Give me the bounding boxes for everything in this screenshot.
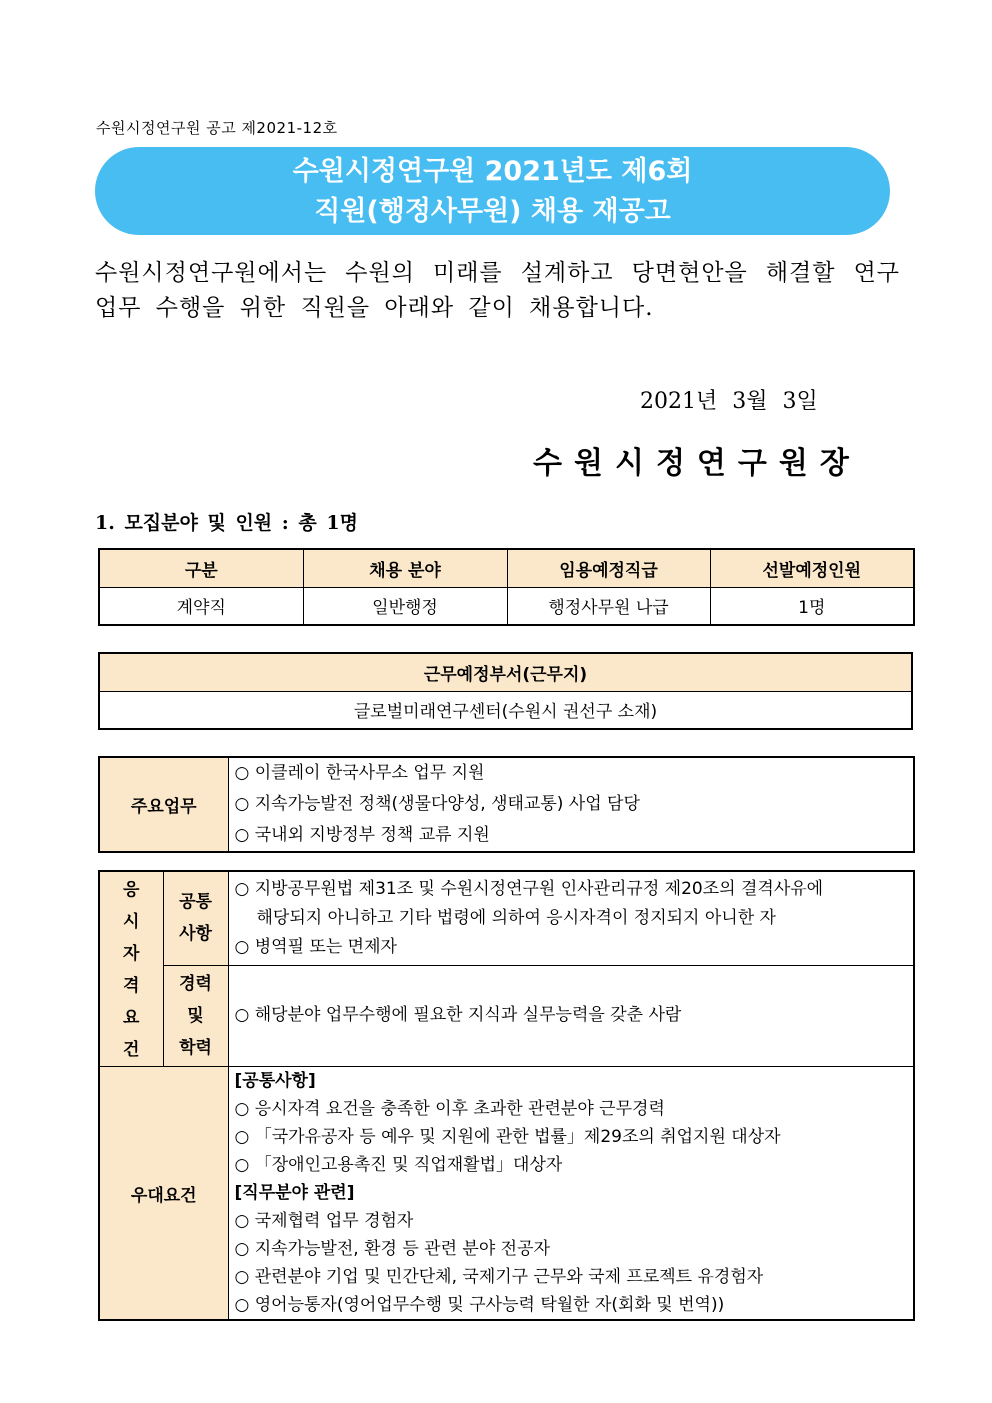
section1-title: 1. 모집분야 및 인원 : 총 1명	[95, 512, 358, 534]
banner-title-line1: 수원시정연구원 2021년도 제6회	[292, 156, 693, 187]
dept-value: 글로벌미래연구센터(수원시 권선구 소재)	[99, 691, 912, 729]
title-banner	[95, 147, 890, 235]
duty-item: ○ 이클레이 한국사무소 업무 지원	[234, 763, 485, 783]
recruit-cell-type: 계약직	[99, 587, 303, 625]
duty-item: ○ 지속가능발전 정책(생물다양성, 생태교통) 사업 담당	[234, 794, 640, 814]
duty-item: ○ 국내외 지방정부 정책 교류 지원	[234, 825, 490, 845]
preference-list	[228, 1067, 914, 1321]
preference-item: ○ 지속가능발전, 환경 등 관련 분야 전공자	[234, 1239, 550, 1259]
qualification-vertical-label: 응 시 자 격 요 건	[99, 871, 163, 1067]
preference-label: 우대요건	[99, 1067, 228, 1321]
recruit-header-field: 채용 분야	[303, 549, 507, 587]
common-requirements	[228, 871, 914, 965]
recruit-table	[98, 548, 915, 626]
common-label: 공통 사항	[163, 871, 228, 965]
signature: 수원시정연구원장	[533, 446, 861, 481]
recruit-header-count: 선발예정인원	[710, 549, 914, 587]
preference-heading: [직무분야 관련]	[234, 1183, 355, 1203]
recruit-header-grade: 임용예정직급	[507, 549, 710, 587]
announcement-date: 2021년 3월 3일	[640, 389, 818, 414]
intro-paragraph: 수원시정연구원에서는 수원의 미래를 설계하고 당면현안을 해결할 연구업무 수행을 위한 직원을 아래와 같이 채용합니다.	[95, 260, 900, 321]
banner-title-line2: 직원(행정사무원) 채용 재공고	[314, 196, 671, 227]
recruit-cell-grade: 행정사무원 나급	[507, 587, 710, 625]
dept-header: 근무예정부서(근무지)	[99, 653, 912, 691]
preference-heading: [공통사항]	[234, 1071, 316, 1091]
recruit-header-type: 구분	[99, 549, 303, 587]
recruit-cell-field: 일반행정	[303, 587, 507, 625]
duties-table	[98, 756, 915, 853]
preference-item: ○ 관련분야 기업 및 민간단체, 국제기구 근무와 국제 프로젝트 유경험자	[234, 1267, 764, 1287]
preference-item: ○ 「국가유공자 등 예우 및 지원에 관한 법률」제29조의 취업지원 대상자	[234, 1127, 781, 1147]
preference-item: ○ 응시자격 요건을 충족한 이후 초과한 관련분야 근무경력	[234, 1099, 665, 1119]
preference-item: ○ 국제협력 업무 경험자	[234, 1211, 414, 1231]
preference-item: ○ 영어능통자(영어업무수행 및 구사능력 탁월한 자(회화 및 번역))	[234, 1295, 725, 1315]
career-requirement: ○ 해당분야 업무수행에 필요한 지식과 실무능력을 갖춘 사람	[228, 965, 914, 1066]
qualification-table	[98, 870, 915, 1321]
common-item: 해당되지 아니하고 기타 법령에 의하여 응시자격이 정지되지 아니한 자	[256, 907, 776, 928]
career-label: 경력 및 학력	[163, 965, 228, 1066]
preference-item: ○ 「장애인고용촉진 및 직업재활법」대상자	[234, 1155, 563, 1175]
duties-list	[228, 757, 914, 852]
common-item: ○ 지방공무원법 제31조 및 수원시정연구원 인사관리규정 제20조의 결격사유에	[234, 878, 824, 899]
dept-table	[98, 652, 913, 730]
recruit-cell-count: 1명	[710, 587, 914, 625]
common-item: ○ 병역필 또는 면제자	[234, 936, 397, 957]
notice-number: 수원시정연구원 공고 제2021-12호	[96, 119, 338, 137]
duties-label: 주요업무	[99, 757, 228, 852]
